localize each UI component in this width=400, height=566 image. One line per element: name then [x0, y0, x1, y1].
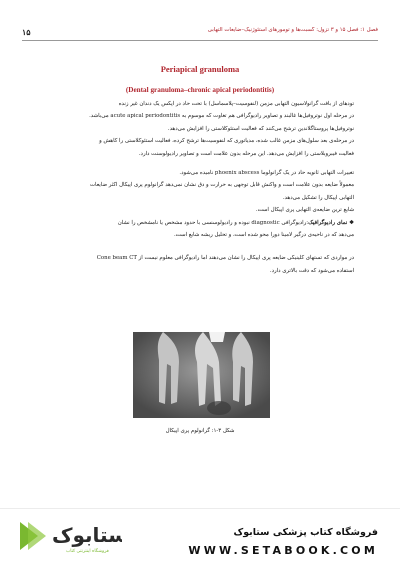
- paragraph: معمولاً ضایعه بدون علامت است و واکنش قابل توجهی به حرارت و دق نشان نمی‌دهد گرانولوم پری اپیکال اکثر ضایعات: [89, 182, 354, 189]
- section-subtitle: (Dental granuloma–chronic apical periodontitis): [125, 86, 275, 94]
- radiograph-image: [133, 332, 270, 418]
- paragraph: نوتروفیل‌ها پروستاگلاندین ترشح می‌کنند که فعالیت استئوکلاستی را افزایش می‌دهد.: [167, 125, 354, 132]
- paragraph: التهابی اپیکال را تشکیل می‌دهد.: [282, 194, 354, 201]
- paragraph: استفاده می‌شود که دقت بالاتری دارد.: [269, 267, 354, 274]
- running-header: فصل ۱: فصل ۱۵ و ۳ تزول: گسبت‌ها و تومورهای استئوژنیک–ضایعات التهابی: [207, 27, 378, 33]
- store-url[interactable]: WWW.SETABOOK.COM: [188, 544, 378, 557]
- paragraph: تغییرات التهابی ثانویه حاد در یک گرانولوما phoenix abscess نامیده می‌شود.: [179, 170, 354, 177]
- paragraph: در مرحله‌ی بعد سلول‌های مزمن غالب شده، مدیاتوری که لنفوسیت‌ها ترشح کرده، فعالیت استئوکلاستی را کاهش و: [99, 138, 354, 145]
- page-number: ۱۵: [22, 27, 31, 37]
- paragraph: [46, 217, 354, 229]
- logo-tagline: فروشگاه اینترنتی کتاب: [66, 549, 109, 554]
- paragraph: در مواردی که تستهای کلینیکی ضایعه پری اپیکال را نشان می‌دهند اما رادیوگرافی معلوم نیست از Cone beam CT: [96, 255, 354, 262]
- paragraph: شایع ترین ضایعه‌ی التهابی پری اپیکال است.: [255, 207, 354, 214]
- header-rule: [22, 40, 378, 41]
- paragraph: فعالیت فیبروبلاستی را افزایش می‌دهد. این مرحله بدون علامت است و تصاویر رادیولوسنت دارد.: [138, 150, 354, 157]
- body-text: [46, 98, 354, 277]
- store-name: فروشگاه کتاب پزشکی ستابوک: [233, 527, 378, 538]
- paragraph: می‌دهد که در ناحیه‌ی درگیر لامینا دورا محو شده است، و تحلیل ریشه شایع است.: [173, 232, 354, 239]
- bullet-text: :رادیوگرافی diagnostic نبوده و رادیولوسنسی با حدود مشخص یا نامشخص را نشان: [117, 219, 309, 226]
- bullet-heading: ❖ نمای رادیوگرافیک: [308, 219, 354, 226]
- section-title: Periapical granuloma: [160, 64, 240, 74]
- paragraph: در مرحله اول نوتروفیل‌ها غالبند و تصاویر رادیوگرافی هم تغاوت که موسوم به acute apical periodontitis می‌باشد.: [89, 113, 354, 120]
- paragraph: تودهای از بافت گرانولاسیون التهابی مزمن (لنفوسیت–پلاسماسل) با تحت حاد در اپکس یک دندان غیر زنده: [118, 101, 354, 107]
- figure-caption: شکل ۳-۱: گرانولوم پری اپیکال: [165, 428, 235, 434]
- svg-text:ستابوک: ستابوک: [52, 523, 122, 547]
